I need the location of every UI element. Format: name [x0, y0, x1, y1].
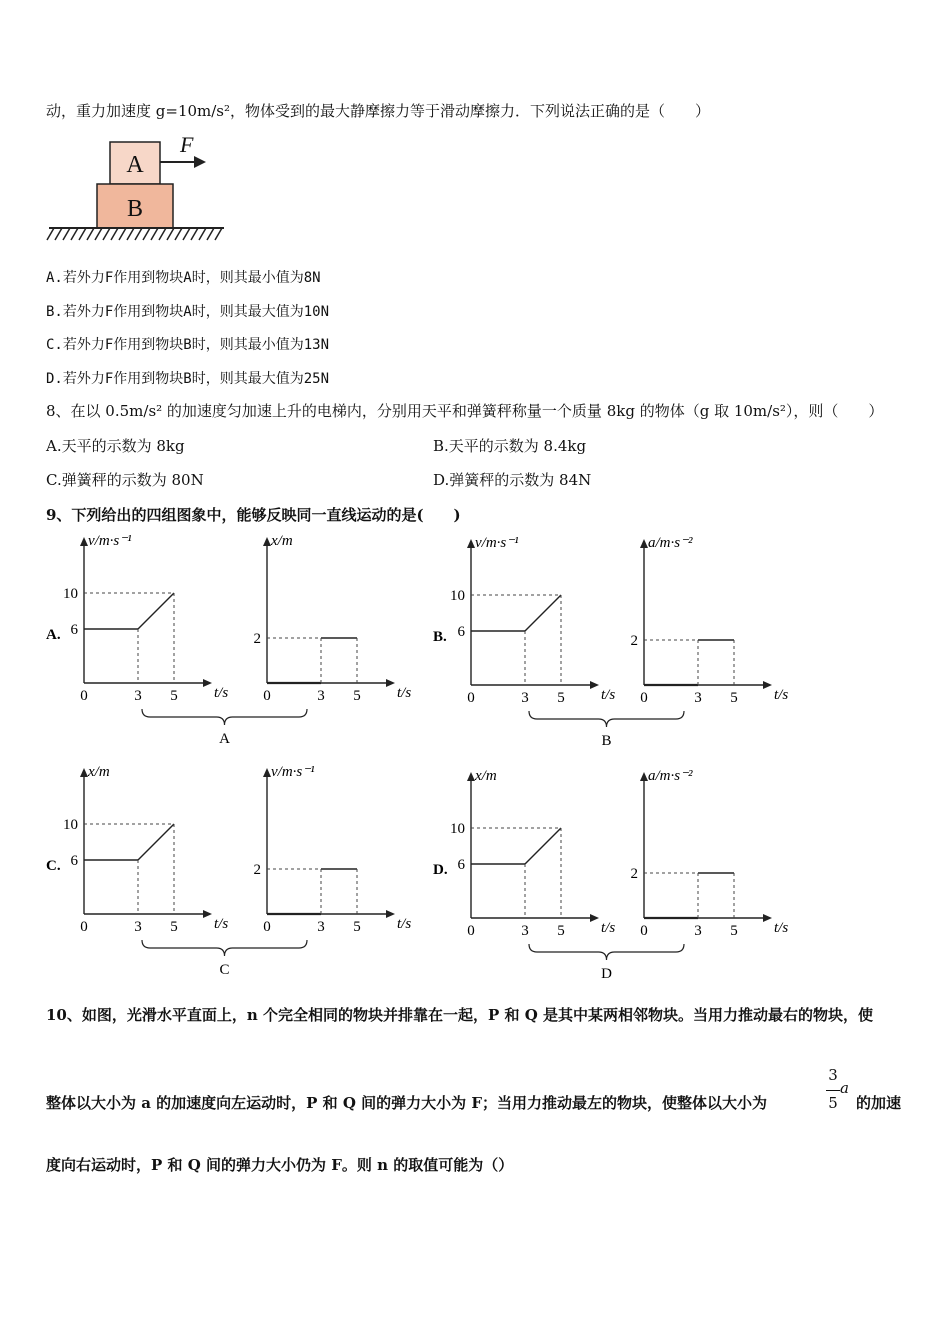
y-tick-label: 2	[630, 633, 638, 649]
group-label: C	[219, 962, 230, 978]
x-tick-label: 0	[80, 688, 88, 704]
x-axis-label: t/s	[601, 920, 616, 936]
y-axis-arrow	[80, 537, 88, 546]
q7-option-a[interactable]: A.若外力F作用到物块A时，则其最小值为8N	[46, 270, 321, 286]
group-tag: D.	[433, 862, 448, 878]
x-tick-label: 5	[557, 923, 565, 939]
x-tick-label: 3	[694, 923, 702, 939]
x-axis-label: t/s	[214, 685, 229, 701]
q8-stem: 8、在以 0.5m/s² 的加速度匀加速上升的电梯内，分别用天平和弹簧秤称量一个质量 8kg 的物体（g 取 10m/s²），则（ ）	[46, 402, 884, 420]
ground-hatch	[119, 228, 126, 240]
block-b-label: B	[126, 196, 144, 222]
x-tick-label: 0	[263, 688, 271, 704]
y-axis-label: x/m	[88, 764, 110, 780]
y-tick-label: 6	[70, 622, 78, 638]
x-tick-label: 3	[317, 919, 325, 935]
ground-hatch	[71, 228, 78, 240]
graph-segment	[138, 824, 174, 860]
x-tick-label: 3	[317, 688, 325, 704]
group-brace	[142, 940, 307, 956]
x-tick-label: 5	[730, 690, 738, 706]
ground-hatch	[191, 228, 198, 240]
q10-line2b: 的加速	[856, 1094, 902, 1112]
x-tick-label: 5	[353, 919, 361, 935]
x-tick-label: 5	[730, 923, 738, 939]
x-axis-label: t/s	[774, 920, 789, 936]
x-tick-label: 3	[694, 690, 702, 706]
y-axis-label: a/m·s⁻²	[648, 768, 693, 784]
ground-hatch	[199, 228, 206, 240]
x-tick-label: 3	[134, 919, 142, 935]
y-tick-label: 10	[63, 817, 78, 833]
group-label: D	[601, 966, 612, 982]
ground-hatch	[207, 228, 214, 240]
fraction-numerator: 3	[828, 1066, 838, 1084]
x-axis-arrow	[386, 910, 395, 918]
y-axis-label: v/m·s⁻¹	[475, 535, 519, 551]
group-label: A	[219, 731, 230, 747]
ground-hatch	[215, 228, 222, 240]
ground-hatch	[175, 228, 182, 240]
x-axis-label: t/s	[397, 685, 412, 701]
block-a-label: A	[126, 152, 144, 178]
x-tick-label: 0	[467, 923, 475, 939]
graph-segment	[138, 593, 174, 629]
fraction-variable: a	[840, 1079, 849, 1097]
q10-line1: 10、如图，光滑水平直面上，n 个完全相同的物块并排靠在一起，P 和 Q 是其中某两相邻物块。当用力推动最右的物块，使	[46, 1006, 874, 1024]
x-axis-label: t/s	[397, 916, 412, 932]
y-tick-label: 2	[253, 862, 261, 878]
q7-option-d[interactable]: D.若外力F作用到物块B时，则其最大值为25N	[46, 371, 329, 387]
x-tick-label: 3	[521, 923, 529, 939]
x-tick-label: 0	[640, 690, 648, 706]
ground-hatch	[183, 228, 190, 240]
group-tag: B.	[433, 629, 447, 645]
x-axis-arrow	[590, 914, 599, 922]
group-brace	[529, 711, 684, 727]
y-axis-arrow	[80, 768, 88, 777]
x-tick-label: 0	[467, 690, 475, 706]
graph-segment	[525, 828, 561, 864]
y-tick-label: 10	[450, 821, 465, 837]
q7-option-c[interactable]: C.若外力F作用到物块B时，则其最小值为13N	[46, 337, 329, 353]
group-brace	[529, 944, 684, 960]
ground-hatch	[63, 228, 70, 240]
q7-option-b[interactable]: B.若外力F作用到物块A时，则其最大值为10N	[46, 304, 329, 320]
x-axis-label: t/s	[214, 916, 229, 932]
x-axis-label: t/s	[601, 687, 616, 703]
y-axis-arrow	[467, 539, 475, 548]
ground-hatch	[167, 228, 174, 240]
y-axis-arrow	[467, 772, 475, 781]
ground-hatch	[159, 228, 166, 240]
y-axis-arrow	[640, 539, 648, 548]
q8-option-d[interactable]: D.弹簧秤的示数为 84N	[433, 471, 592, 489]
graph-segment	[525, 595, 561, 631]
y-axis-arrow	[263, 768, 271, 777]
fraction-denominator: 5	[828, 1094, 838, 1112]
x-tick-label: 5	[170, 688, 178, 704]
q8-option-c[interactable]: C.弹簧秤的示数为 80N	[46, 471, 204, 489]
x-axis-arrow	[386, 679, 395, 687]
ground-hatch	[103, 228, 110, 240]
y-tick-label: 6	[70, 853, 78, 869]
block-figure	[44, 130, 234, 245]
ground-hatch	[127, 228, 134, 240]
q9-graphs	[0, 530, 950, 990]
ground-hatch	[79, 228, 86, 240]
ground-hatch	[135, 228, 142, 240]
group-label: B	[601, 733, 612, 749]
x-tick-label: 5	[557, 690, 565, 706]
y-tick-label: 10	[450, 588, 465, 604]
ground-hatch	[55, 228, 62, 240]
q10-line3: 度向右运动时，P 和 Q 间的弹力大小仍为 F。则 n 的取值可能为（）	[46, 1156, 514, 1174]
q8-option-b[interactable]: B.天平的示数为 8.4kg	[433, 437, 587, 455]
q9-stem: 9、下列给出的四组图象中，能够反映同一直线运动的是( )	[46, 506, 461, 524]
x-tick-label: 5	[170, 919, 178, 935]
x-tick-label: 3	[134, 688, 142, 704]
y-tick-label: 10	[63, 586, 78, 602]
x-axis-arrow	[203, 679, 212, 687]
y-axis-label: v/m·s⁻¹	[271, 764, 315, 780]
q10-line2a: 整体以大小为 a 的加速度向左运动时，P 和 Q 间的弹力大小为 F；当用力推动最左的物块，使整体以大小为	[46, 1094, 768, 1112]
x-axis-arrow	[203, 910, 212, 918]
group-tag: C.	[46, 858, 61, 874]
ground-hatch	[95, 228, 102, 240]
x-tick-label: 0	[80, 919, 88, 935]
y-tick-label: 6	[457, 624, 465, 640]
y-axis-arrow	[263, 537, 271, 546]
y-axis-label: x/m	[475, 768, 497, 784]
x-axis-label: t/s	[774, 687, 789, 703]
x-tick-label: 0	[263, 919, 271, 935]
group-brace	[142, 709, 307, 725]
ground-hatch	[151, 228, 158, 240]
y-tick-label: 2	[253, 631, 261, 647]
y-axis-label: a/m·s⁻²	[648, 535, 693, 551]
ground-hatch	[111, 228, 118, 240]
force-label: F	[180, 132, 194, 157]
x-tick-label: 5	[353, 688, 361, 704]
group-tag: A.	[46, 627, 61, 643]
y-tick-label: 2	[630, 866, 638, 882]
x-axis-arrow	[590, 681, 599, 689]
x-axis-arrow	[763, 681, 772, 689]
y-axis-label: x/m	[271, 533, 293, 549]
ground-hatch	[87, 228, 94, 240]
y-axis-arrow	[640, 772, 648, 781]
q8-option-a[interactable]: A.天平的示数为 8kg	[46, 437, 185, 455]
ground-hatch	[47, 228, 54, 240]
x-tick-label: 3	[521, 690, 529, 706]
x-axis-arrow	[763, 914, 772, 922]
x-tick-label: 0	[640, 923, 648, 939]
intro-line: 动，重力加速度 g=10m/s²，物体受到的最大静摩擦力等于滑动摩擦力．下列说法正确的是（ ）	[46, 102, 711, 120]
fraction-bar	[826, 1090, 840, 1091]
ground-hatch	[143, 228, 150, 240]
y-axis-label: v/m·s⁻¹	[88, 533, 132, 549]
y-tick-label: 6	[457, 857, 465, 873]
